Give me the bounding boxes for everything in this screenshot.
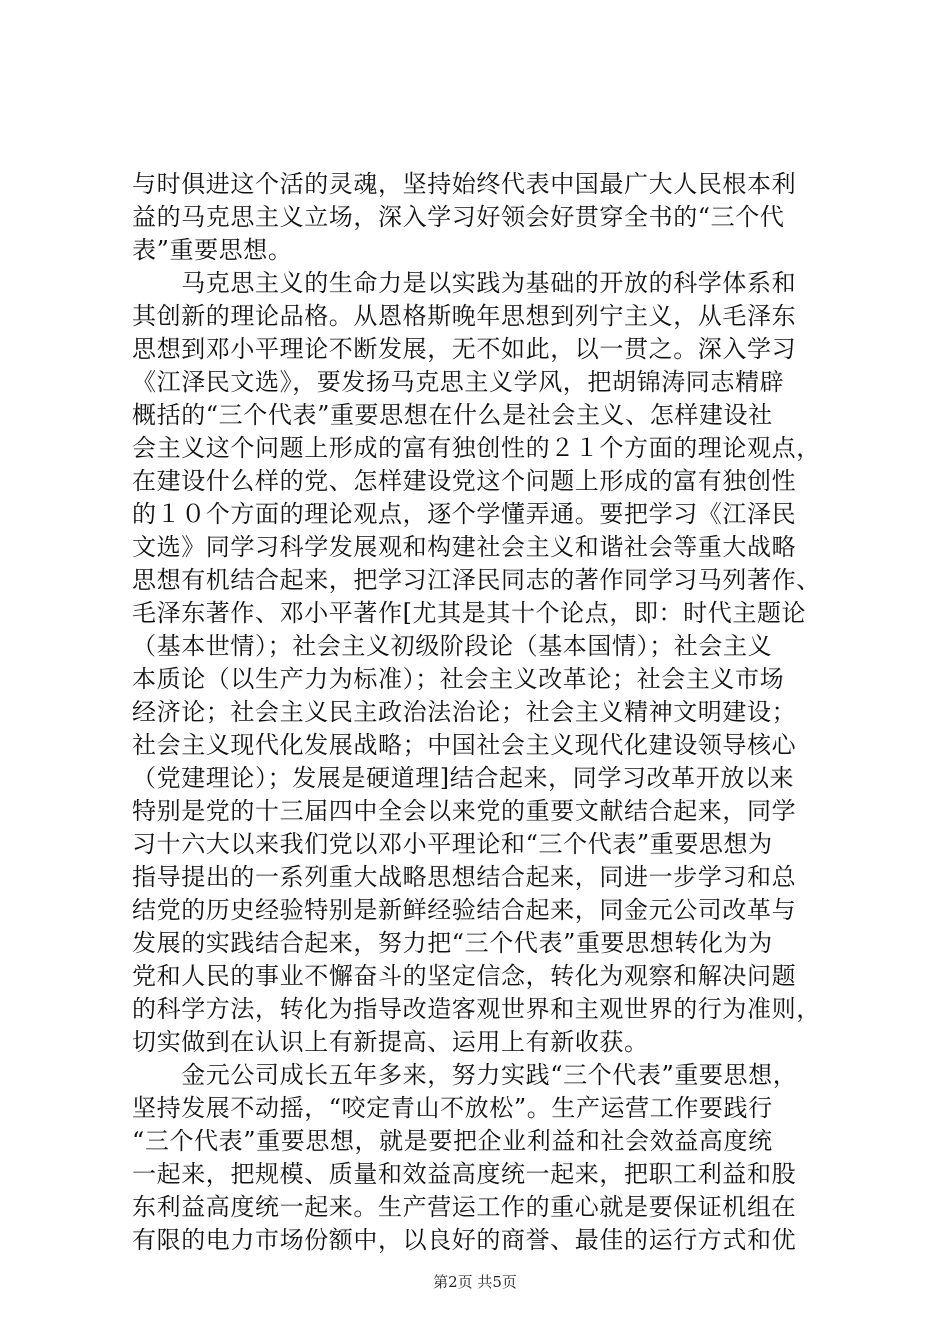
text-line: 切实做到在认识上有新提高、运用上有新收获。: [132, 1028, 649, 1056]
text-line: 坚持发展不动摇，“咬定青山不放松”。生产运营工作要践行: [132, 1094, 773, 1122]
text-line: 在建设什么样的党、怎样建设党这个问题上形成的富有独创性: [132, 467, 797, 495]
text-line: 有限的电力市场份额中，以良好的商誉、最佳的运行方式和优: [132, 1226, 797, 1254]
text-line: 指导提出的一系列重大战略思想结合起来，同进一步学习和总: [132, 863, 797, 891]
text-line: （基本世情）；社会主义初级阶段论（基本国情）；社会主义: [132, 632, 773, 660]
text-line: 《江泽民文选》，要发扬马克思主义学风，把胡锦涛同志精辟: [132, 368, 785, 396]
page-number-footer: 第2页 共5页: [433, 1273, 517, 1291]
text-line: 发展的实践结合起来，努力把“三个代表”重要思想转化为为: [132, 929, 773, 957]
text-line: 思想有机结合起来，把学习江泽民同志的著作同学习马列著作、: [132, 566, 821, 594]
text-line: 毛泽东著作、邓小平著作[尤其是其十个论点，即：时代主题论: [132, 599, 807, 627]
text-line: 本质论（以生产力为标准）；社会主义改革论；社会主义市场: [132, 665, 785, 693]
text-line: 的科学方法，转化为指导改造客观世界和主观世界的行为准则，: [132, 995, 821, 1023]
text-line: 经济论；社会主义民主政治法治论；社会主义精神文明建设；: [132, 698, 797, 726]
text-line: “三个代表”重要思想，就是要把企业利益和社会效益高度统: [132, 1127, 773, 1155]
text-line: 其创新的理论品格。从恩格斯晚年思想到列宁主义，从毛泽东: [132, 302, 797, 330]
text-line: （党建理论）；发展是硬道理]结合起来，同学习改革开放以来: [132, 764, 795, 792]
text-line: 与时俱进这个活的灵魂，坚持始终代表中国最广大人民根本利: [132, 170, 797, 198]
text-line: 社会主义现代化发展战略；中国社会主义现代化建设领导核心: [132, 731, 797, 759]
text-line: 会主义这个问题上形成的富有独创性的２１个方面的理论观点，: [132, 434, 821, 462]
text-line: 概括的“三个代表”重要思想在什么是社会主义、怎样建设社: [132, 401, 773, 429]
text-line: 一起来，把规模、质量和效益高度统一起来，把职工利益和股: [132, 1160, 797, 1188]
text-line: 金元公司成长五年多来，努力实践“三个代表”重要思想，: [132, 1061, 798, 1089]
text-line: 马克思主义的生命力是以实践为基础的开放的科学体系和: [132, 269, 797, 297]
text-line: 习十六大以来我们党以邓小平理论和“三个代表”重要思想为: [132, 830, 773, 858]
text-line: 的１０个方面的理论观点，逐个学懂弄通。要把学习《江泽民: [132, 500, 797, 528]
document-body: [132, 168, 832, 1257]
text-line: 益的马克思主义立场，深入学习好领会好贯穿全书的“三个代: [132, 203, 785, 231]
text-line: 思想到邓小平理论不断发展，无不如此，以一贯之。深入学习: [132, 335, 797, 363]
text-line: 表”重要思想。: [132, 236, 293, 264]
text-line: 结党的历史经验特别是新鲜经验结合起来，同金元公司改革与: [132, 896, 797, 924]
text-line: 东利益高度统一起来。生产营运工作的重心就是要保证机组在: [132, 1193, 797, 1221]
text-line: 文选》同学习科学发展观和构建社会主义和谐社会等重大战略: [132, 533, 797, 561]
text-line: 特别是党的十三届四中全会以来党的重要文献结合起来，同学: [132, 797, 797, 825]
text-line: 党和人民的事业不懈奋斗的坚定信念，转化为观察和解决问题: [132, 962, 797, 990]
